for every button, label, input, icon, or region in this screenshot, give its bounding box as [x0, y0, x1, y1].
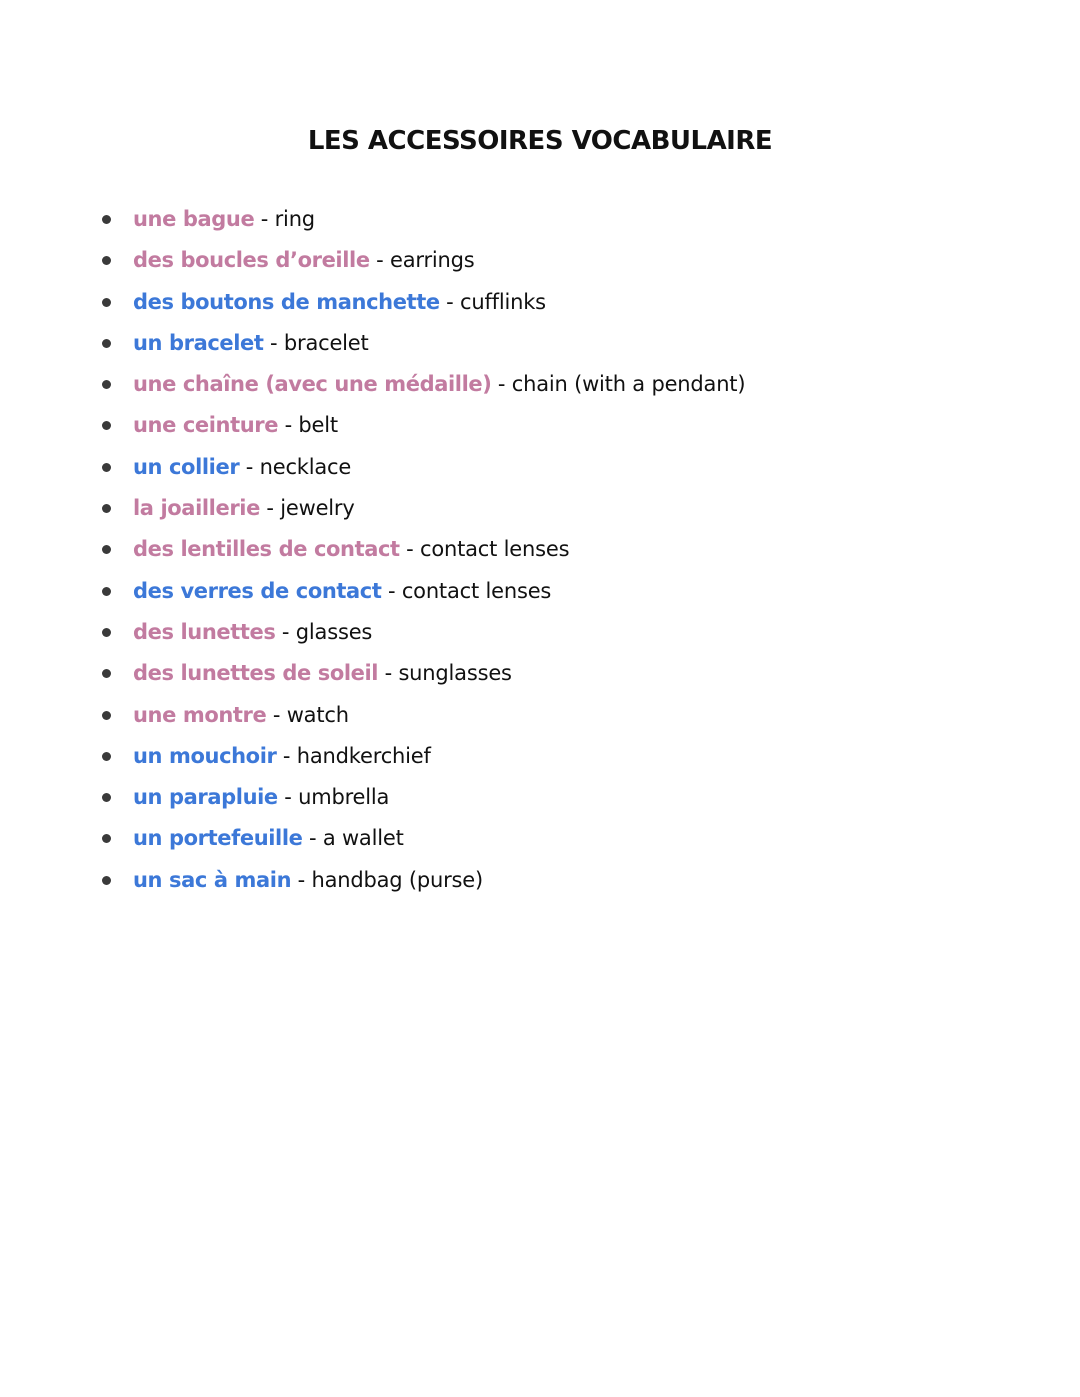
bullet-icon	[102, 587, 111, 596]
vocab-term: des boutons de manchette	[133, 289, 440, 314]
vocab-term: des verres de contact	[133, 578, 382, 603]
list-item	[0, 405, 745, 446]
vocab-term: des lunettes de soleil	[133, 661, 379, 686]
bullet-icon	[102, 215, 111, 224]
vocab-translation: - ring	[254, 207, 315, 231]
page-title: LES ACCESSOIRES VOCABULAIRE	[307, 126, 773, 156]
vocab-translation: - glasses	[275, 619, 373, 644]
vocab-translation: - bracelet	[263, 330, 369, 355]
list-item	[0, 695, 745, 736]
vocab-term: la joaillerie	[133, 496, 260, 521]
vocab-translation: - contact lenses	[399, 537, 570, 562]
vocab-term: une ceinture	[133, 413, 279, 438]
bullet-icon	[102, 421, 111, 430]
bullet-icon	[102, 380, 111, 389]
vocabulary-list	[0, 199, 745, 901]
vocab-translation: - handkerchief	[276, 743, 431, 768]
vocab-translation: - belt	[278, 413, 338, 438]
vocab-translation: - sunglasses	[378, 661, 512, 686]
list-item	[0, 571, 745, 612]
vocab-term: un sac à main	[133, 867, 292, 892]
vocab-term: des lentilles de contact	[133, 537, 400, 562]
bullet-icon	[102, 752, 111, 761]
list-item	[0, 736, 745, 777]
vocab-translation: - a wallet	[302, 826, 404, 851]
bullet-icon	[102, 545, 111, 554]
vocab-term: une montre	[133, 702, 267, 727]
vocab-term: des boucles d’oreille	[133, 248, 370, 273]
vocab-term: un portefeuille	[133, 826, 303, 851]
list-item	[0, 612, 745, 653]
bullet-icon	[102, 256, 111, 265]
list-item	[0, 653, 745, 694]
bullet-icon	[102, 834, 111, 843]
vocab-translation: - umbrella	[277, 785, 390, 810]
list-item	[0, 860, 745, 901]
vocab-translation: - necklace	[239, 454, 352, 479]
bullet-icon	[102, 628, 111, 637]
list-item	[0, 364, 745, 405]
list-item	[0, 488, 745, 529]
bullet-icon	[102, 298, 111, 307]
vocab-translation: - watch	[266, 702, 349, 727]
vocab-term: une chaîne (avec une médaille)	[133, 372, 492, 397]
vocab-translation: - cufflinks	[439, 289, 546, 314]
vocab-translation: - handbag (purse)	[291, 867, 483, 892]
vocab-translation: - earrings	[369, 248, 475, 273]
list-item	[0, 818, 745, 859]
list-item	[0, 529, 745, 570]
list-item	[0, 240, 745, 281]
list-item	[0, 447, 745, 488]
bullet-icon	[102, 669, 111, 678]
vocab-translation: - contact lenses	[381, 578, 552, 603]
bullet-icon	[102, 793, 111, 802]
list-item	[0, 323, 745, 364]
vocab-term: un bracelet	[133, 330, 264, 355]
vocab-term: un parapluie	[133, 785, 278, 810]
bullet-icon	[102, 504, 111, 513]
bullet-icon	[102, 339, 111, 348]
vocab-translation: - chain (with a pendant)	[491, 372, 746, 397]
bullet-icon	[102, 463, 111, 472]
list-item	[0, 199, 745, 240]
bullet-icon	[102, 876, 111, 885]
list-item	[0, 777, 745, 818]
vocab-translation: - jewelry	[259, 496, 355, 521]
vocab-term: des lunettes	[133, 619, 276, 644]
vocab-term: un collier	[133, 454, 240, 479]
vocab-term: une bague	[133, 207, 255, 231]
list-item	[0, 282, 745, 323]
bullet-icon	[102, 711, 111, 720]
vocab-term: un mouchoir	[133, 743, 277, 768]
